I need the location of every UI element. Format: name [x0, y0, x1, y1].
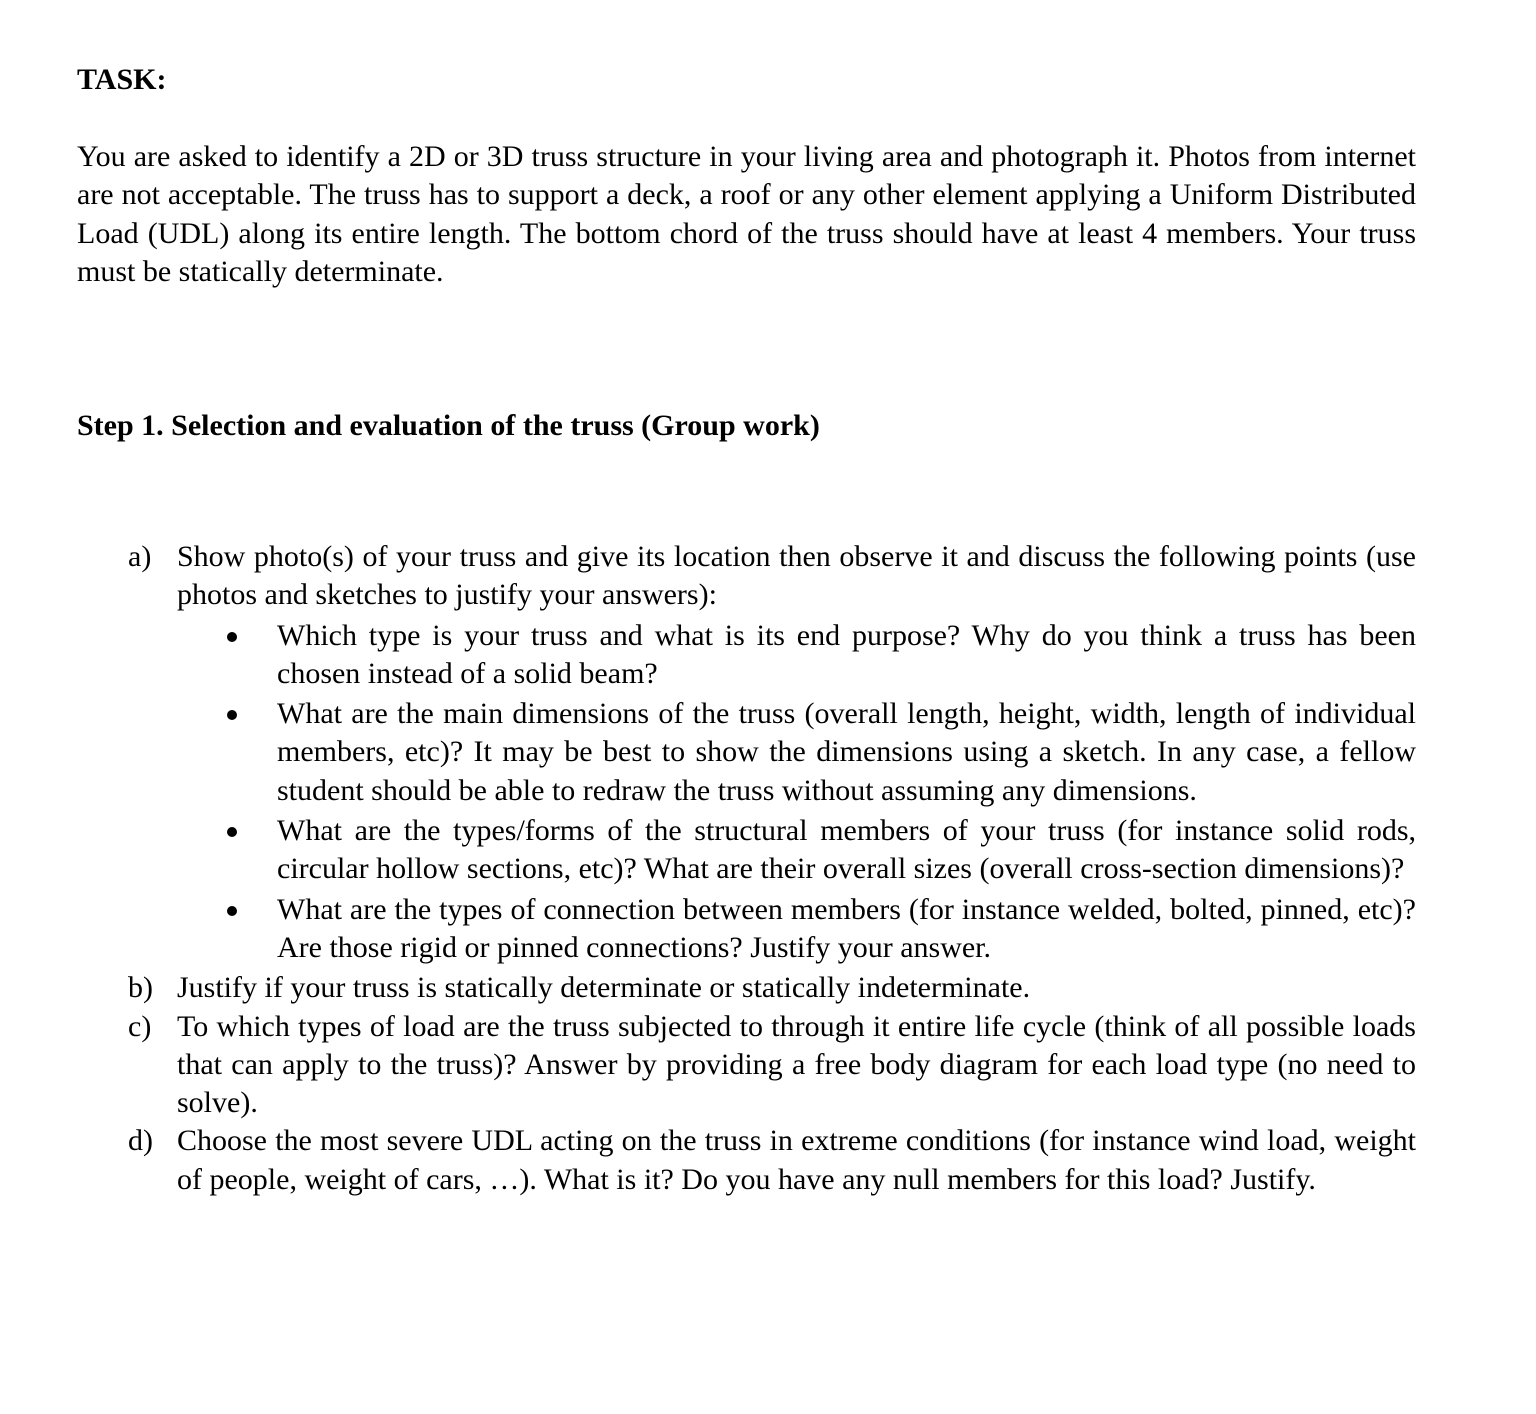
question-text: Show photo(s) of your truss and give its location then observe it and discuss the following points (use photos and sketches to justify your answers): [177, 540, 1416, 612]
task-intro-paragraph: You are asked to identify a 2D or 3D truss structure in your living area and photograph it. Photos from internet are not acceptable. The truss has to support a deck, a roof or any other element applying a Uniform Distributed Load (UDL) along its entire length. The bottom chord of the truss should have at least 4 members. Your truss must be statically determinate. [77, 140, 1416, 288]
bullet-item [277, 891, 1416, 968]
question-marker: a) [128, 540, 152, 573]
question-b [0, 969, 1536, 1007]
bullet-text: What are the types of connection between members (for instance welded, bolted, pinned, etc)? Are those rigid or pinned connections? Justify your answer. [277, 892, 1416, 964]
question-text: Choose the most severe UDL acting on the truss in extreme conditions (for instance wind load, weight of people, weight of cars, …). What is it? Do you have any null members for this load? Justify. [177, 1124, 1416, 1196]
task-heading: TASK: [77, 63, 167, 96]
bullet-icon [227, 710, 237, 720]
question-marker: b) [128, 971, 153, 1005]
step1-heading: Step 1. Selection and evaluation of the truss (Group work) [77, 409, 820, 442]
bullet-text: What are the main dimensions of the truss (overall length, height, width, length of individual members, etc)? It may be best to show the dimensions using a sketch. In any case, a fellow student should be able to redraw the truss without assuming any dimensions. [277, 697, 1416, 807]
bullet-icon [227, 906, 237, 916]
bullet-item [277, 812, 1416, 889]
question-text: Justify if your truss is statically determinate or statically indeterminate. [177, 971, 1031, 1005]
bullet-item [277, 617, 1416, 694]
question-marker: c) [128, 1009, 152, 1043]
bullet-icon [227, 827, 237, 837]
bullet-icon [227, 632, 237, 642]
question-a-bullet-list [177, 617, 1416, 968]
question-text: To which types of load are the truss subjected to through it entire life cycle (think of all possible loads that can apply to the truss)? Answer by providing a free body diagram for each load type (no need to solve). [177, 1009, 1416, 1120]
question-c [0, 1008, 1536, 1123]
bullet-item [277, 695, 1416, 810]
bullet-text: Which type is your truss and what is its end purpose? Why do you think a truss has been chosen instead of a solid beam? [277, 618, 1416, 690]
step1-question-list [0, 538, 1536, 1199]
question-a [0, 538, 1536, 967]
question-d [0, 1122, 1536, 1199]
bullet-text: What are the types/forms of the structural members of your truss (for instance solid rods, circular hollow sections, etc)? What are their overall sizes (overall cross-section dimensions)? [277, 814, 1416, 886]
question-marker: d) [128, 1124, 153, 1158]
